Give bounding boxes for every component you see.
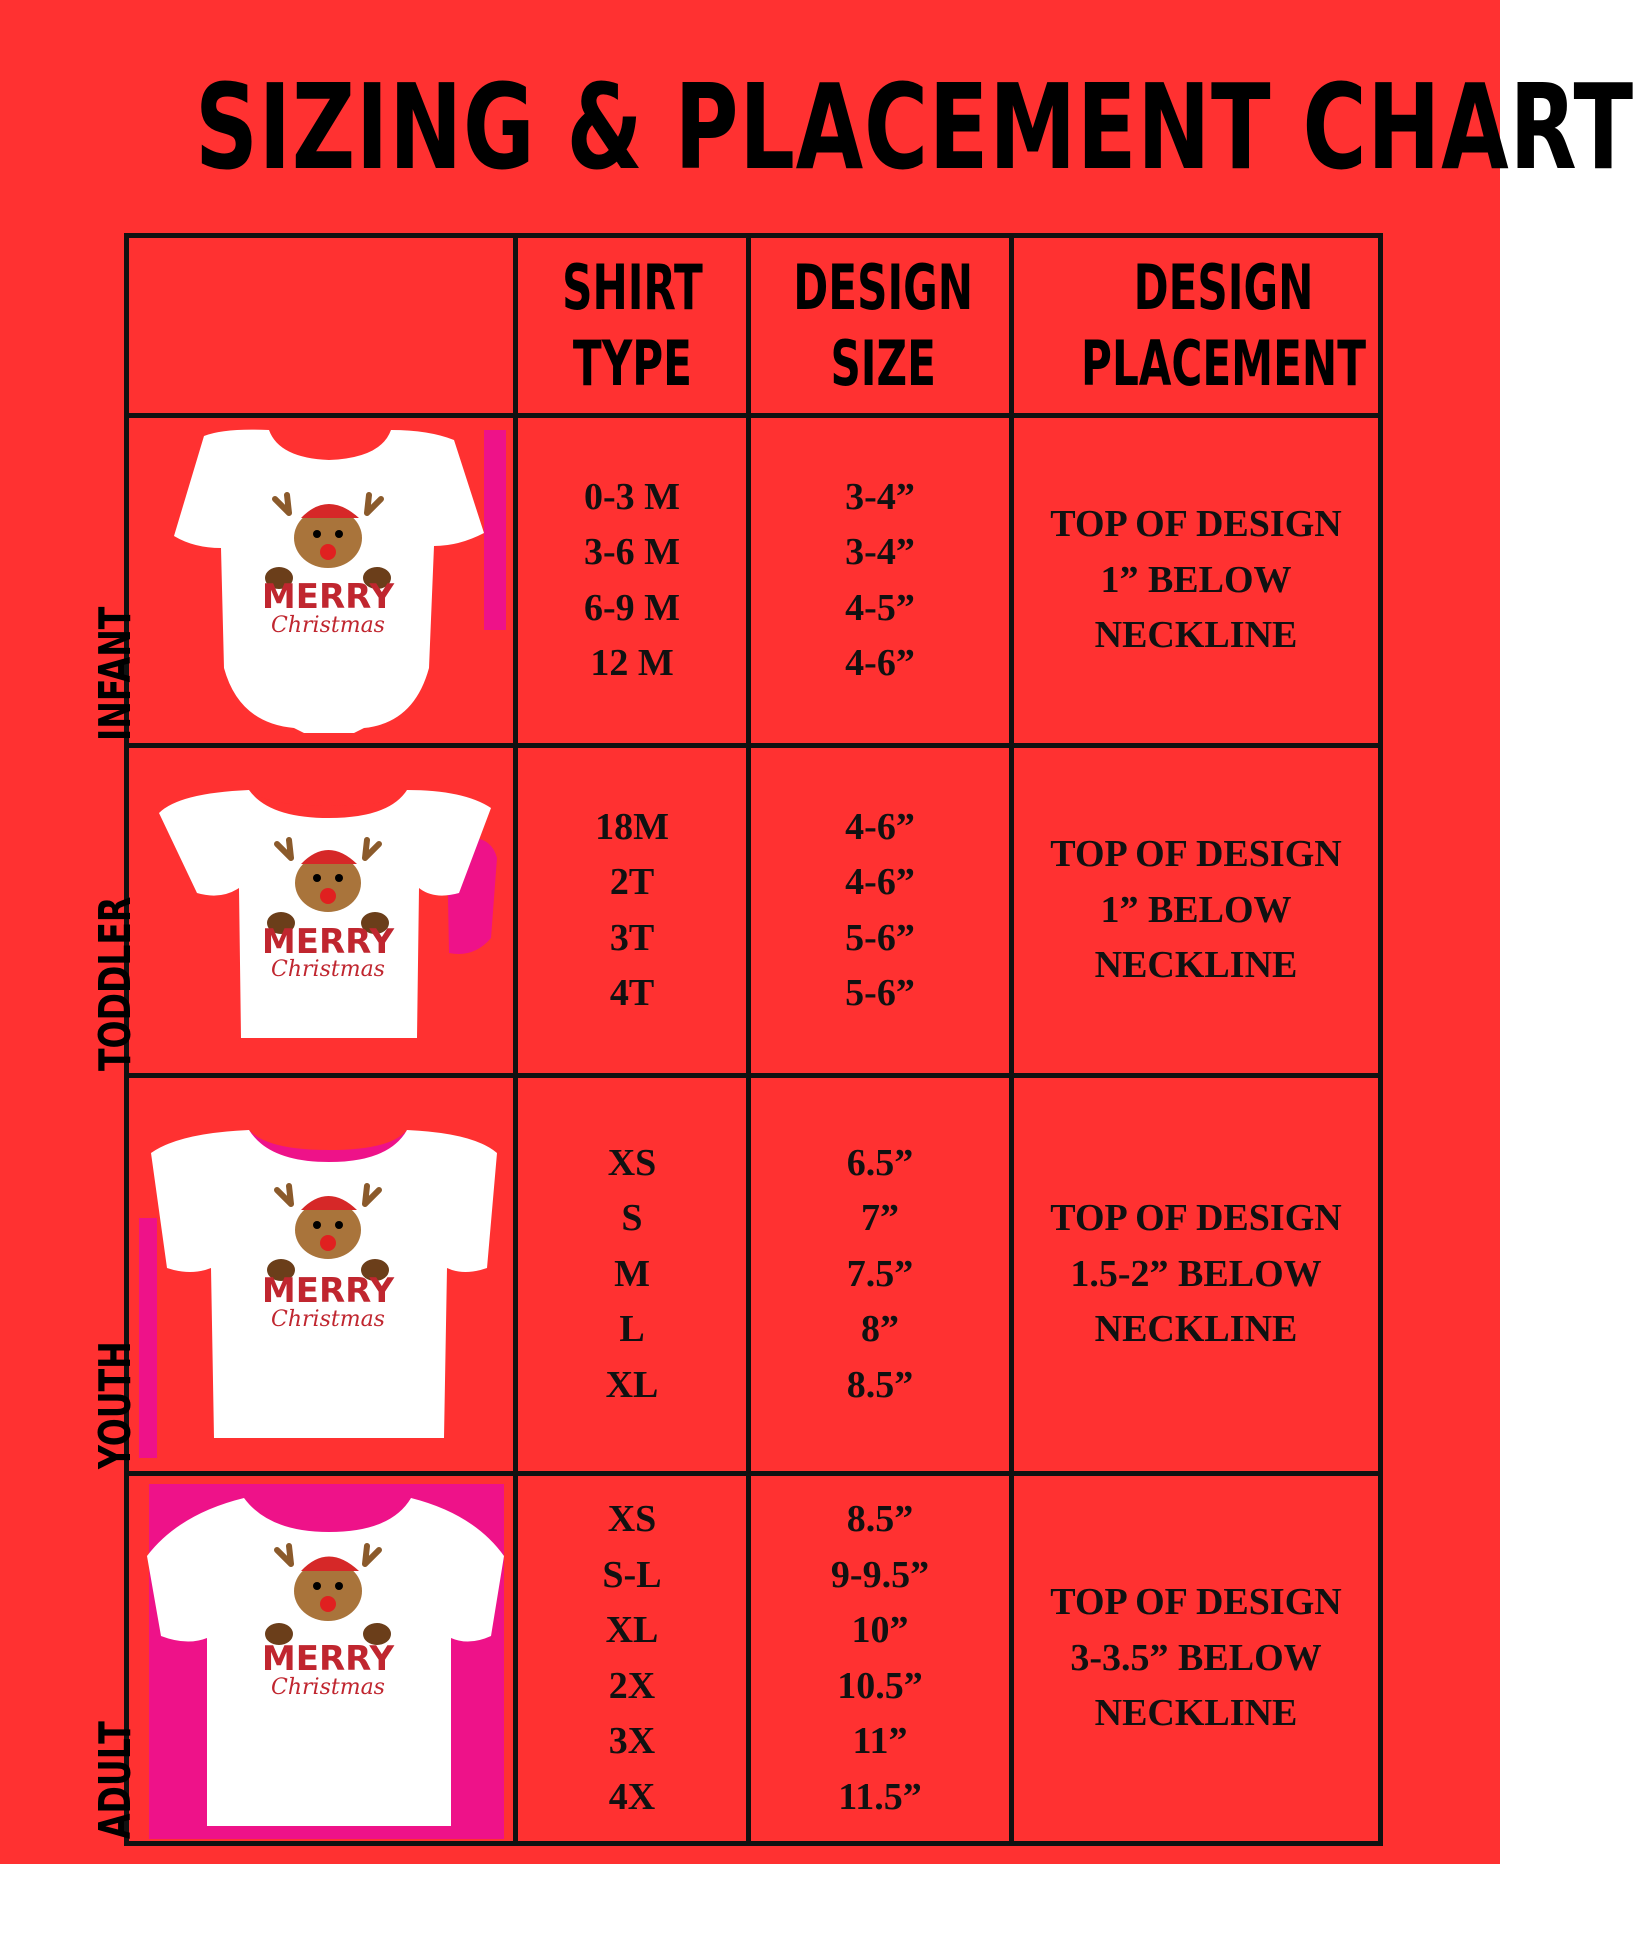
shirt-image-cell [90,416,516,746]
svg-text:Christmas: Christmas [271,613,385,638]
design-size-cell [749,746,1012,1076]
shirt-type-values: XS S-L XL 2X 3X 4X [602,1498,662,1818]
svg-text:MERRY: MERRY [261,922,395,962]
svg-text:MERRY: MERRY [261,1639,395,1679]
reindeer-icon [261,840,396,993]
table-row [127,1474,1381,1844]
placement-text: TOP OF DESIGN 1.5-2” BELOW NECKLINE [1050,1197,1342,1351]
row-label-infant: INFANT [90,606,141,741]
header-design-size-label: DESIGN SIZE [793,250,974,400]
shirt-type-cell [516,1474,749,1844]
bottom-margin [0,1864,1500,1941]
header-shirt-type-label: SHIRT TYPE [561,250,703,400]
shirt-type-values: 0-3 M 3-6 M 6-9 M 12 M [583,475,681,684]
design-size-cell [749,416,1012,746]
shirt-type-values: 18M 2T 3T 4T [595,805,669,1014]
svg-text:MERRY: MERRY [261,577,395,617]
row-label-youth: YOUTH [90,1341,141,1469]
sizing-table [90,233,1383,1846]
placement-text: TOP OF DESIGN 3-3.5” BELOW NECKLINE [1050,1581,1342,1735]
placement-text: TOP OF DESIGN 1” BELOW NECKLINE [1050,833,1342,987]
table-row [127,1076,1381,1474]
row-label-adult: ADULT [90,1721,141,1839]
svg-text:Christmas: Christmas [271,957,385,982]
design-size-values: 4-6” 4-6” 5-6” 5-6” [845,805,915,1014]
header-shirt-type [516,236,749,416]
placement-cell [1012,416,1381,746]
page-title: SIZING & PLACEMENT CHART [195,58,1634,196]
design-size-values: 8.5” 9-9.5” 10” 10.5” 11” 11.5” [830,1498,930,1818]
svg-text:Christmas: Christmas [271,1675,385,1700]
placement-cell [1012,1076,1381,1474]
shirt-image-cell [90,1474,516,1844]
design-size-values: 3-4” 3-4” 4-5” 4-6” [845,475,915,684]
header-row [127,236,1381,416]
placement-cell [1012,746,1381,1076]
header-design-placement-label: DESIGN PLACEMENT [1081,250,1366,400]
reindeer-icon [257,495,397,643]
design-size-values: 6.5” 7” 7.5” 8” 8.5” [846,1141,914,1406]
reindeer-icon [259,1546,399,1718]
shirt-type-cell [516,746,749,1076]
shirt-image-cell [90,1076,516,1474]
placement-text: TOP OF DESIGN 1” BELOW NECKLINE [1050,503,1342,657]
shirt-type-cell [516,1076,749,1474]
shirt-image-cell [90,746,516,1076]
header-blank-cell [127,236,516,416]
shirt-type-values: XS S M L XL [605,1141,659,1406]
table-row [127,746,1381,1076]
placement-cell [1012,1474,1381,1844]
header-design-placement [1012,236,1381,416]
header-design-size [749,236,1012,416]
table-row [127,416,1381,746]
row-label-toddler: TODDLER [90,896,141,1071]
design-size-cell [749,1076,1012,1474]
svg-text:MERRY: MERRY [261,1271,395,1311]
shirt-type-cell [516,416,749,746]
reindeer-icon [261,1186,396,1348]
svg-text:Christmas: Christmas [271,1307,385,1332]
design-size-cell [749,1474,1012,1844]
